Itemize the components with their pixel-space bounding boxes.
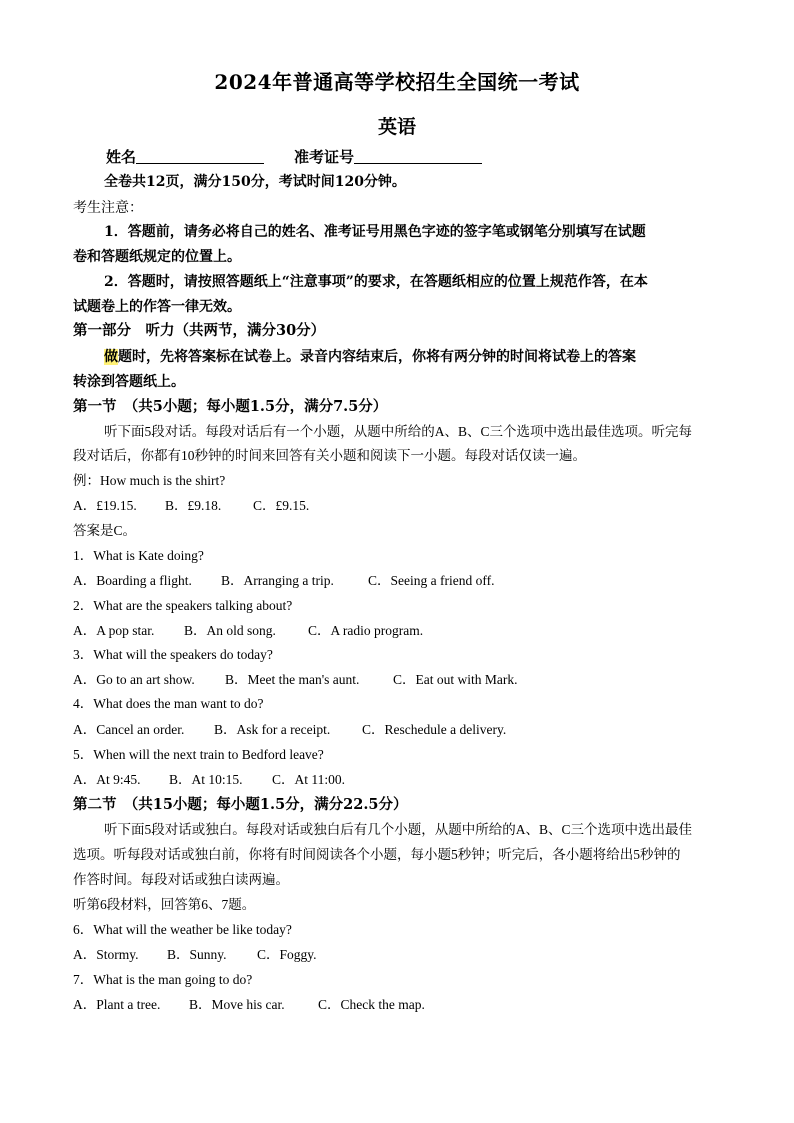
option-c: C．Reschedule a delivery.	[362, 722, 507, 737]
note-2-line-1: 2．答题时，请按照答题纸上“注意事项”的要求，在答题纸相应的位置上规范作答，在本	[104, 274, 648, 290]
example-option-c: C．£9.15.	[253, 498, 310, 513]
example-option-b: B．£9.18.	[165, 498, 222, 513]
option-b: B．Move his car.	[189, 997, 285, 1012]
example-options	[73, 496, 725, 516]
part-1-instruction-text: 题时，先将答案标在试卷上。录音内容结束后，你将有两分钟的时间将试卷上的答案	[118, 349, 636, 365]
page-title: 2024年普通高等学校招生全国统一考试	[214, 70, 580, 94]
option-b: B．Ask for a receipt.	[214, 722, 331, 737]
notice-title: 考生注意：	[73, 200, 143, 216]
option-a: A．Cancel an order.	[73, 722, 185, 737]
section-2-title: 第二节 （共15小题；每小题1.5分，满分22.5分）	[73, 796, 408, 813]
option-c: C．Check the map.	[318, 997, 425, 1012]
note-1-line-1: 1．答题前，请务必将自己的姓名、准考证号用黑色字迹的签字笔或钢笔分别填写在试题	[104, 224, 646, 240]
section-2-instruction-line-1: 听下面5段对话或独白。每段对话或独白后有几个小题，从题中所给的A、B、C三个选项中选出最佳	[104, 822, 693, 837]
option-b: B．Sunny.	[167, 947, 227, 962]
question-3-options	[73, 670, 725, 690]
highlighted-char: 做	[104, 349, 118, 365]
question-2-options	[73, 621, 725, 641]
question-1: 1．What is Kate doing?	[73, 548, 204, 563]
part-1-instruction-line-2: 转涂到答题纸上。	[73, 374, 185, 390]
option-c: C．Seeing a friend off.	[368, 573, 495, 588]
option-a: A．Stormy.	[73, 947, 139, 962]
question-6: 6．What will the weather be like today?	[73, 922, 292, 937]
option-c: C．Foggy.	[257, 947, 317, 962]
section-2-instruction-line-3: 作答时间。每段对话或独白读两遍。	[73, 872, 289, 887]
question-5-options	[73, 770, 725, 790]
option-a: A．A pop star.	[73, 623, 155, 638]
section-1-title: 第一节 （共5小题；每小题1.5分，满分7.5分）	[73, 398, 388, 415]
question-7: 7．What is the man going to do?	[73, 972, 253, 987]
part-1-title: 第一部分 听力（共两节，满分30分）	[73, 322, 326, 339]
candidate-info-row	[106, 146, 512, 167]
part-1-instruction-line-1	[104, 347, 724, 367]
question-3: 3．What will the speakers do today?	[73, 647, 273, 662]
option-a: A．Boarding a flight.	[73, 573, 192, 588]
option-b: B．At 10:15.	[169, 772, 243, 787]
exam-no-label: 准考证号	[294, 148, 355, 166]
name-label: 姓名	[106, 148, 137, 166]
option-c: C．At 11:00.	[272, 772, 346, 787]
option-a: A．At 9:45.	[73, 772, 141, 787]
option-b: B．An old song.	[184, 623, 276, 638]
exam-summary: 全卷共12页，满分150分，考试时间120分钟。	[104, 174, 406, 190]
section-2-instruction-line-2: 选项。听每段对话或独白前，你将有时间阅读各个小题，每小题5秒钟；听完后，各小题将给出5秒钟的	[73, 847, 681, 862]
example-option-a: A．£19.15.	[73, 498, 137, 513]
option-b: B．Meet the man's aunt.	[225, 672, 360, 687]
subject-title: 英语	[377, 116, 416, 138]
section-1-instruction-line-2: 段对话后，你都有10秒钟的时间来回答有关小题和阅读下一小题。每段对话仅读一遍。	[73, 448, 586, 463]
question-4-options	[73, 720, 725, 740]
option-b: B．Arranging a trip.	[221, 573, 334, 588]
question-5: 5．When will the next train to Bedford leave?	[73, 747, 324, 762]
section-1-instruction-line-1: 听下面5段对话。每段对话后有一个小题，从题中所给的A、B、C三个选项中选出最佳选项。听完每	[104, 424, 693, 439]
question-4: 4．What does the man want to do?	[73, 696, 264, 711]
note-1-line-2: 卷和答题纸规定的位置上。	[73, 249, 241, 265]
example-question: 例：How much is the shirt?	[73, 473, 226, 488]
question-7-options	[73, 995, 725, 1015]
material-6-heading: 听第6段材料，回答第6、7题。	[73, 897, 256, 912]
note-2-line-2: 试题卷上的作答一律无效。	[73, 299, 241, 315]
option-a: A．Plant a tree.	[73, 997, 161, 1012]
name-blank	[136, 149, 264, 164]
question-1-options	[73, 571, 725, 591]
option-a: A．Go to an art show.	[73, 672, 195, 687]
question-2: 2．What are the speakers talking about?	[73, 598, 293, 613]
question-6-options	[73, 945, 725, 965]
exam-no-blank	[354, 149, 482, 164]
option-c: C．Eat out with Mark.	[393, 672, 518, 687]
option-c: C．A radio program.	[308, 623, 424, 638]
example-answer: 答案是C。	[73, 523, 137, 538]
